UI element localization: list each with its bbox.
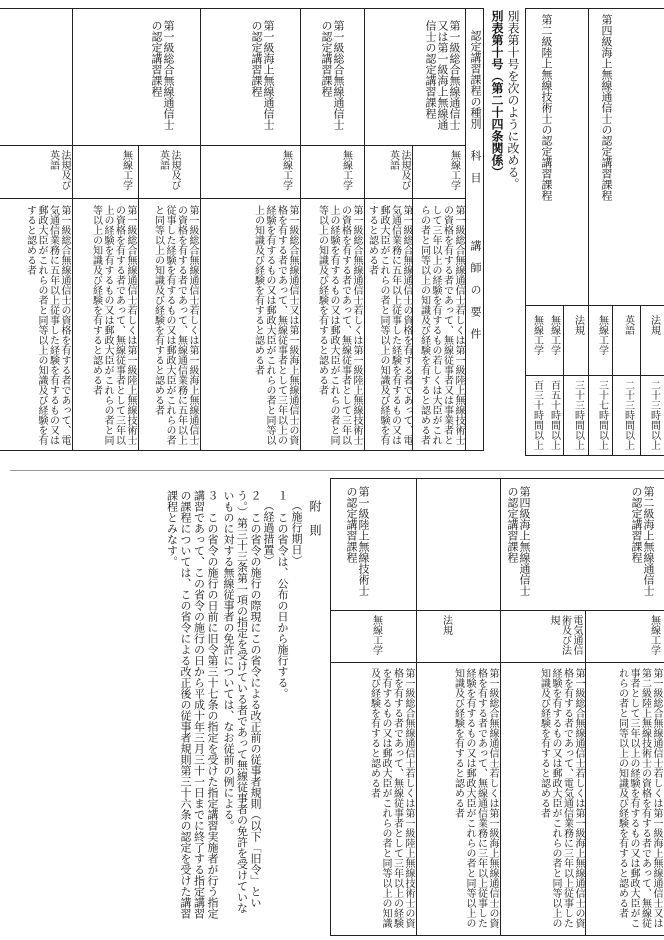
course-name: 第一級海上無線通信士の認定講習課程 xyxy=(250,20,275,130)
subject: 法規 xyxy=(440,615,452,635)
header-subject: 科 目 xyxy=(469,150,482,183)
hours: 三十七時間以上 xyxy=(596,380,608,450)
subject: 電気通信術及び法規 xyxy=(548,615,582,655)
subject: 法規及び英語 xyxy=(157,150,180,190)
course-name: 第一級総合無線通信士の認定講習課程 xyxy=(150,20,175,130)
supplementary-title: 附 則 xyxy=(308,500,322,536)
subject: 法規 xyxy=(648,315,660,335)
subject: 無線工学 xyxy=(280,150,292,190)
p3-text: ３ この省令の施行の日前に旧令第三十七条の指定を受けた指定講習実施者が行う指定講習であって、この省令の施行の日から平成十年三月三十一日までに終了する指定講習の課程については、この省令による改正後の従事者規則第三十六条の認定を受けた講習課程とみなす。 xyxy=(165,490,219,919)
subject: 無線工学 xyxy=(648,615,660,655)
instructor-req: 第一級総合無線通信士若しくは第一級海上無線通信士の資格を有する者であって、無線通信業務に三年以上従事した経験を有するもの又は郵政大臣がこれらの者と同等以上の知識及び経験を有すると認める者 xyxy=(452,668,498,928)
p1-text: １ この省令は、公布の日から施行する。 xyxy=(276,490,289,699)
instructor-req: 第一級総合無線通信士若しくは第一級陸上無線技術士の資格を有する者であって、無線従事者又は事業者として三年以上の経験を有するもの若しくは大臣がこれらの者と同等以上の知識及び経験を有すると認める者 xyxy=(418,205,464,445)
subject: 法規及び英語 xyxy=(387,150,410,190)
instructor-req: 第一級総合無線通信士又は第一級海上無線通信士の資格を有する者であって、無線従事者として三年以上の経験を有するもの又は郵政大臣がこれらの者と同等以上の知識及び経験を有すると認める者 xyxy=(252,205,298,445)
hours: 二十三時間以上 xyxy=(622,380,634,450)
subject: 英語 xyxy=(622,315,634,335)
course-name: 第四級海上無線通信士の認定講習課程 xyxy=(506,486,531,596)
header-course: 認定講習課程の種別 xyxy=(469,30,482,129)
hours: 二十三時間以上 xyxy=(648,380,660,450)
instructor-req: 第一級総合無線通信士の資格を有する者であって、電気通信業務に五年以上従事した経験を有するもの又は郵政大臣がこれらの者と同等以上の知識及び経験を有すると認める者 xyxy=(24,205,70,445)
subject: 法規 xyxy=(572,315,584,335)
subject: 法規及び英語 xyxy=(47,150,70,190)
hours: 三十三時間以上 xyxy=(572,380,584,450)
subject: 無線工学 xyxy=(448,150,460,190)
instructor-req: 第一級総合無線通信士若しくは第一級陸上無線技術士の資格を有する者であって、無線従事者として三年以上の経験を有するもの又は郵政大臣がこれらの者と同等以上の知識及び経験を有すると認める者 xyxy=(90,205,136,445)
hours: 百三十時間以上 xyxy=(531,380,543,450)
instructor-req: 第一級総合無線通信士若しくは第一級海上無線通信士又は第二級陸上無線技術士の資格を有する者であって、無線従事者として三年以上の経験を有するもの又は郵政大臣がこれらの者と同等以上の知識及び経験を有すると認める者 xyxy=(616,668,662,928)
instructor-req: 第一級総合無線通信士若しくは第一級海上無線通信士の資格を有する者であって、電気通信業務に三年以上従事した経験を有するもの又は郵政大臣がこれらの者と同等以上の知識及び経験を有すると認める者 xyxy=(538,668,584,928)
course-name: 第一級陸上無線技術士の認定講習課程 xyxy=(345,486,370,596)
course-name: 第一級総合無線通信士の認定講習課程 xyxy=(320,20,345,130)
course-name: 第二級海上無線通信士の認定講習課程 xyxy=(630,486,655,596)
instructor-req: 第一級総合無線通信士若しくは第一級海上無線通信士の資格を有する者であって、無線通信業務に五年以上従事した経験を有するもの又は郵政大臣がこれらの者と同等以上の知識及び経験を有すると認める者 xyxy=(152,205,198,445)
subject: 無線工学 xyxy=(531,315,543,355)
instructor-req: 第一級総合無線通信士若しくは第一級陸上無線技術士の資格を有する者であって、無線従事者として三年以上の経験を有するもの又は郵政大臣がこれらの者と同等以上の知識及び経験を有すると認める者 xyxy=(316,205,362,445)
table-caption: 別表第十号（第二十四条関係） xyxy=(490,10,504,178)
header-instructor: 講 師 の 要 件 xyxy=(469,240,482,339)
course-name: 第二級陸上無線技術士の認定講習課程 xyxy=(540,14,553,201)
p2-text: ２ この省令の施行の際現にこの省令による改正前の従事者規則（以下「旧令」という。）第三十三条第一項の指定を受けている者であって無線従事者の免許を受けていないものに対する無線従事者の免許については、なお従前の例による。 xyxy=(222,490,262,914)
p1-heading: （施行期日） xyxy=(290,500,303,566)
subject: 無線工学 xyxy=(370,615,382,655)
subject: 無線工学 xyxy=(548,315,560,355)
section-divider xyxy=(10,470,664,471)
subject: 無線工学 xyxy=(120,150,132,190)
subject: 無線工学 xyxy=(340,150,352,190)
p2-heading: （経過措置） xyxy=(262,500,275,566)
course-name: 第四級海上無線通信士の認定講習課程 xyxy=(600,14,613,201)
amendment-text: 別表第十号を次のように改める。 xyxy=(506,10,520,190)
subject: 無線工学 xyxy=(596,315,608,355)
hours: 百五十時間以上 xyxy=(548,380,560,450)
instructor-req: 第一級総合無線通信士の資格を有する者であって、電気通信業務に五年以上従事した経験を有するもの又は郵政大臣がこれらの者と同等以上の知識及び経験を有すると認める者 xyxy=(366,205,412,445)
instructor-req: 第一級総合無線通信士若しくは第一級陸上無線技術士の資格を有する者であって、無線従事者として三年以上の経験を有するもの又は郵政大臣がこれらの者と同等以上の知識及び経験を有すると認める者 xyxy=(368,668,414,928)
course-name: 第一級総合無線通信士又は第一級海上無線通信士の認定講習課程 xyxy=(424,20,461,130)
